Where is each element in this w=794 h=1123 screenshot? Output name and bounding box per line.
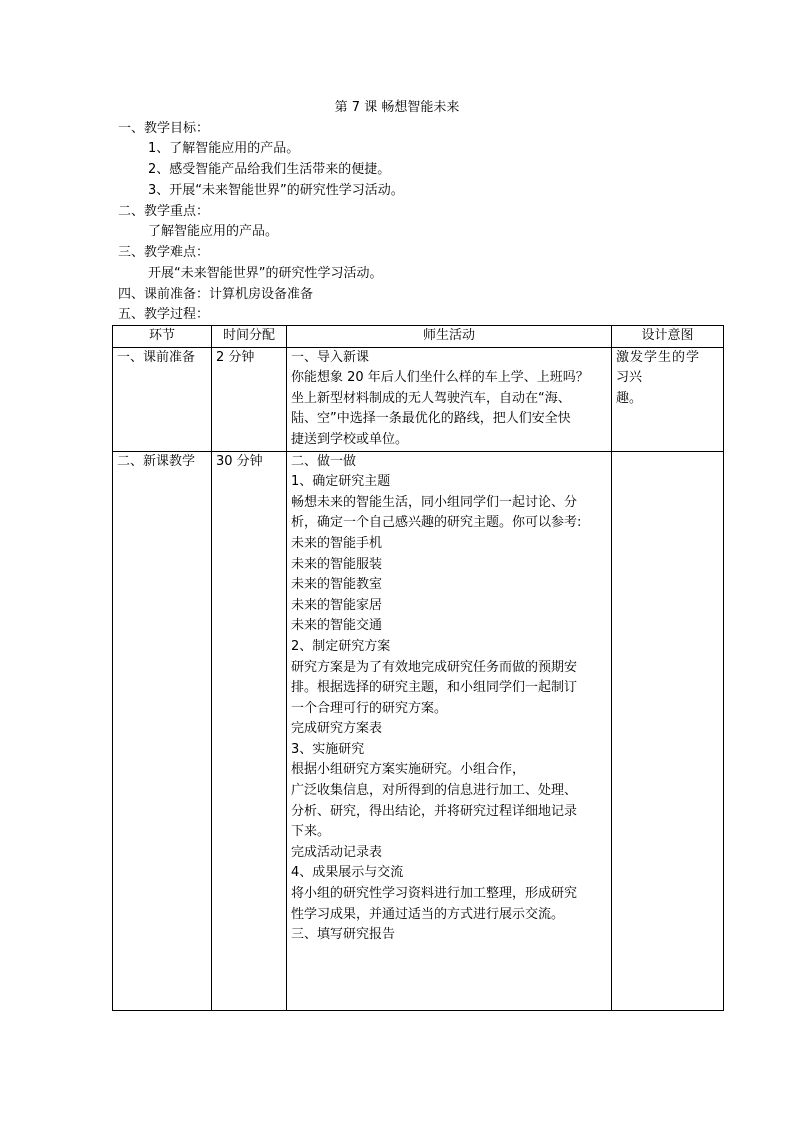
key-heading: 二、教学重点： [118,204,210,219]
activity-line: 未来的智能家居 [291,597,383,613]
activity-line: 你能想象 20 年后人们坐什么样的车上学、上班吗？ [291,370,589,386]
activity-line: 析，确定一个自己感兴趣的研究主题。你可以参考: [291,515,582,531]
header-activity: 师生活动 [287,326,612,348]
activity-line: 完成活动记录表 [291,844,383,860]
process-heading: 五、教学过程： [118,307,210,322]
activity-line: 排。根据选择的研究主题，和小组同学们一起制订 [291,680,578,696]
activity-cell [287,451,612,1010]
header-intent: 设计意图 [612,326,724,348]
activity-line: 根据小组研究方案实施研究。小组合作， [291,762,526,778]
goal-item: 2、感受智能产品给我们生活带来的便捷。 [148,162,391,177]
stage-cell: 一、课前准备 [113,347,212,451]
activity-line: 2、制定研究方案 [291,638,391,654]
activity-line: 二、做一做 [291,453,357,469]
time-cell: 2 分钟 [212,347,287,451]
activity-line: 一个合理可行的研究方案。 [291,700,448,716]
activity-line: 未来的智能手机 [291,535,383,551]
activity-line: 将小组的研究性学习资料进行加工整理，形成研究 [291,886,578,902]
activity-line: 广泛收集信息，对所得到的信息进行加工、处理、 [291,783,578,799]
activity-line: 捷送到学校或单位。 [291,431,409,447]
table-header-row [113,326,724,348]
activity-line: 完成研究方案表 [291,721,383,737]
activity-line: 陆、空”中选择一条最优化的路线，把人们安全快 [291,411,571,427]
intent-line: 趣。 [616,390,643,406]
intent-cell [612,347,724,451]
difficulty-text: 开展“未来智能世界”的研究性学习活动。 [148,266,383,281]
difficulty-heading: 三、教学难点： [118,245,210,260]
key-text: 了解智能应用的产品。 [148,224,279,239]
header-stage: 环节 [113,326,212,348]
goal-item: 3、开展“未来智能世界”的研究性学习活动。 [148,183,404,198]
table-row [113,347,724,451]
stage-cell: 二、新课教学 [113,451,212,1010]
activity-line: 坐上新型材料制成的无人驾驶汽车，自动在“海、 [291,390,571,406]
goals-heading: 一、教学目标： [118,121,210,136]
activity-line: 未来的智能交通 [291,618,383,634]
activity-line: 一、导入新课 [291,349,370,365]
activity-line: 4、成果展示与交流 [291,865,404,881]
activity-line: 三、填写研究报告 [291,927,396,943]
activity-line: 性学习成果，并通过适当的方式进行展示交流。 [291,906,565,922]
goal-item: 1、了解智能应用的产品。 [148,141,300,156]
activity-line: 未来的智能教室 [291,577,383,593]
activity-line: 未来的智能服装 [291,556,383,572]
table-row [113,451,724,1010]
intent-line: 激发学生的学 [616,349,701,365]
header-time: 时间分配 [212,326,287,348]
time-cell: 30 分钟 [212,451,287,1010]
lesson-title: 第 7 课 畅想智能未来 [334,100,460,115]
activity-line: 研究方案是为了有效地完成研究任务而做的预期安 [291,659,578,675]
intent-cell [612,451,724,1010]
intent-line: 习兴 [616,370,643,386]
activity-line: 畅想未来的智能生活，同小组同学们一起讨论、分 [291,494,578,510]
activity-line: 下来。 [291,824,331,840]
activity-line: 分析、研究，得出结论，并将研究过程详细地记录 [291,803,578,819]
activity-line: 1、确定研究主题 [291,474,391,490]
prep-line: 四、课前准备：计算机房设备准备 [118,287,314,302]
activity-cell [287,347,612,451]
activity-line: 3、实施研究 [291,741,365,757]
lesson-process-table [112,325,724,1011]
